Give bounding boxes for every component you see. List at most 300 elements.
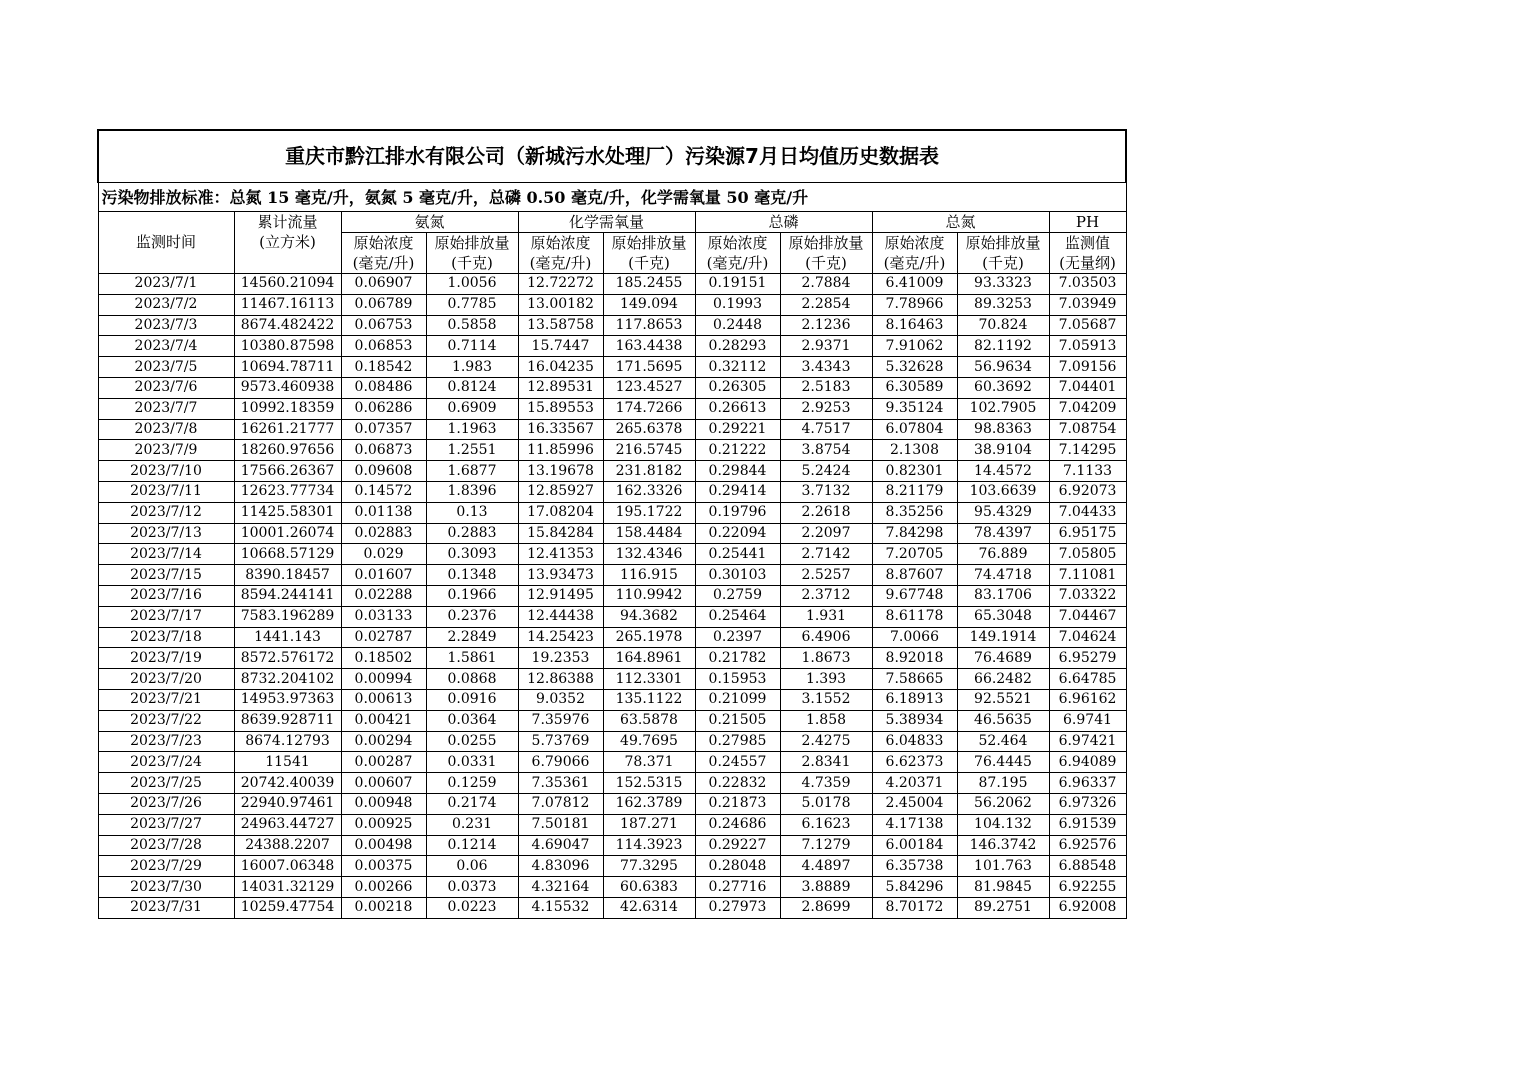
header-tn-conc: 原始浓度 — [872, 233, 957, 254]
cell-tp-conc: 0.30103 — [695, 565, 780, 586]
cell-ammonia-conc: 0.06873 — [341, 440, 426, 461]
cell-tn-conc: 7.20705 — [872, 544, 957, 565]
cell-ammonia-emis: 0.0223 — [426, 897, 518, 918]
cell-cod-emis: 123.4527 — [603, 377, 695, 398]
cell-cod-conc: 4.32164 — [518, 877, 603, 898]
cell-tp-conc: 0.29414 — [695, 481, 780, 502]
cell-tp-emis: 5.0178 — [780, 793, 872, 814]
cell-flow: 7583.196289 — [234, 606, 341, 627]
table-row — [98, 877, 1126, 898]
cell-ph: 6.95279 — [1049, 648, 1126, 669]
cell-tp-emis: 2.8699 — [780, 897, 872, 918]
cell-date: 2023/7/7 — [98, 398, 234, 419]
cell-tn-conc: 8.61178 — [872, 606, 957, 627]
cell-ammonia-emis: 0.0373 — [426, 877, 518, 898]
cell-ammonia-conc: 0.00375 — [341, 856, 426, 877]
cell-tp-conc: 0.2397 — [695, 627, 780, 648]
cell-flow: 20742.40039 — [234, 773, 341, 794]
cell-flow: 8674.482422 — [234, 315, 341, 336]
discharge-standard: 污染物排放标准：总氮 15 毫克/升，氨氮 5 毫克/升，总磷 0.50 毫克/升，化学需氧量 50 毫克/升 — [98, 183, 1126, 212]
cell-date: 2023/7/20 — [98, 669, 234, 690]
cell-ammonia-emis: 0.2174 — [426, 793, 518, 814]
cell-tn-emis: 82.1192 — [957, 336, 1049, 357]
table-row — [98, 481, 1126, 502]
table-row — [98, 565, 1126, 586]
cell-tp-conc: 0.21099 — [695, 689, 780, 710]
cell-cod-emis: 149.094 — [603, 294, 695, 315]
cell-tn-emis: 38.9104 — [957, 440, 1049, 461]
cell-ph: 7.05805 — [1049, 544, 1126, 565]
header-cod: 化学需氧量 — [518, 212, 695, 233]
cell-tp-conc: 0.32112 — [695, 357, 780, 378]
cell-tn-conc: 0.82301 — [872, 461, 957, 482]
cell-ammonia-emis: 0.0916 — [426, 689, 518, 710]
cell-ammonia-conc: 0.06286 — [341, 398, 426, 419]
table-row — [98, 773, 1126, 794]
cell-ph: 6.88548 — [1049, 856, 1126, 877]
cell-ph: 7.04209 — [1049, 398, 1126, 419]
cell-cod-conc: 12.86388 — [518, 669, 603, 690]
cell-ammonia-conc: 0.06907 — [341, 274, 426, 295]
cell-tn-conc: 5.38934 — [872, 710, 957, 731]
cell-cod-conc: 5.73769 — [518, 731, 603, 752]
cell-cod-emis: 158.4484 — [603, 523, 695, 544]
cell-cod-emis: 152.5315 — [603, 773, 695, 794]
cell-cod-conc: 15.84284 — [518, 523, 603, 544]
cell-date: 2023/7/23 — [98, 731, 234, 752]
cell-ammonia-conc: 0.02288 — [341, 585, 426, 606]
header-tp-conc-unit: (毫克/升) — [695, 253, 780, 274]
table-row — [98, 315, 1126, 336]
table-row — [98, 440, 1126, 461]
cell-cod-conc: 7.35361 — [518, 773, 603, 794]
cell-tn-conc: 9.35124 — [872, 398, 957, 419]
cell-tn-conc: 4.20371 — [872, 773, 957, 794]
header-time-blank — [98, 212, 234, 233]
cell-tn-conc: 8.92018 — [872, 648, 957, 669]
cell-tp-conc: 0.29844 — [695, 461, 780, 482]
table-row — [98, 502, 1126, 523]
cell-cod-conc: 16.33567 — [518, 419, 603, 440]
cell-tn-conc: 6.04833 — [872, 731, 957, 752]
cell-ammonia-emis: 0.2883 — [426, 523, 518, 544]
cell-ph: 7.05687 — [1049, 315, 1126, 336]
cell-tn-emis: 78.4397 — [957, 523, 1049, 544]
cell-ammonia-conc: 0.00994 — [341, 669, 426, 690]
cell-flow: 12623.77734 — [234, 481, 341, 502]
cell-tn-emis: 104.132 — [957, 814, 1049, 835]
cell-ph: 7.08754 — [1049, 419, 1126, 440]
cell-ammonia-emis: 0.8124 — [426, 377, 518, 398]
cell-cod-emis: 163.4438 — [603, 336, 695, 357]
cell-cod-conc: 12.41353 — [518, 544, 603, 565]
cell-date: 2023/7/28 — [98, 835, 234, 856]
cell-flow: 8732.204102 — [234, 669, 341, 690]
cell-tp-emis: 3.7132 — [780, 481, 872, 502]
cell-tp-emis: 2.9371 — [780, 336, 872, 357]
table-row — [98, 377, 1126, 398]
title-row — [98, 130, 1126, 183]
cell-tn-conc: 8.70172 — [872, 897, 957, 918]
cell-tp-emis: 5.2424 — [780, 461, 872, 482]
cell-flow: 14560.21094 — [234, 274, 341, 295]
cell-cod-conc: 12.44438 — [518, 606, 603, 627]
cell-ammonia-emis: 0.0331 — [426, 752, 518, 773]
header-ammonia: 氨氮 — [341, 212, 518, 233]
cell-cod-conc: 12.72272 — [518, 274, 603, 295]
cell-ammonia-emis: 0.3093 — [426, 544, 518, 565]
cell-tp-conc: 0.29227 — [695, 835, 780, 856]
cell-ammonia-emis: 0.1966 — [426, 585, 518, 606]
cell-flow: 14953.97363 — [234, 689, 341, 710]
header-row-3 — [98, 253, 1126, 274]
cell-tn-emis: 76.889 — [957, 544, 1049, 565]
sheet-body — [98, 130, 1126, 918]
header-ammonia-conc: 原始浓度 — [341, 233, 426, 254]
table-row — [98, 419, 1126, 440]
cell-cod-conc: 13.93473 — [518, 565, 603, 586]
cell-flow: 24963.44727 — [234, 814, 341, 835]
cell-tn-conc: 6.62373 — [872, 752, 957, 773]
table-row — [98, 648, 1126, 669]
cell-cod-emis: 164.8961 — [603, 648, 695, 669]
cell-cod-conc: 11.85996 — [518, 440, 603, 461]
cell-date: 2023/7/29 — [98, 856, 234, 877]
cell-ammonia-conc: 0.00613 — [341, 689, 426, 710]
cell-tp-emis: 1.931 — [780, 606, 872, 627]
cell-tp-conc: 0.1993 — [695, 294, 780, 315]
table-row — [98, 274, 1126, 295]
cell-tp-emis: 3.1552 — [780, 689, 872, 710]
cell-tp-emis: 2.3712 — [780, 585, 872, 606]
cell-tn-conc: 9.67748 — [872, 585, 957, 606]
cell-tp-emis: 2.7142 — [780, 544, 872, 565]
cell-ammonia-emis: 0.06 — [426, 856, 518, 877]
header-tp-conc: 原始浓度 — [695, 233, 780, 254]
cell-flow: 8572.576172 — [234, 648, 341, 669]
header-ph-value: 监测值 — [1049, 233, 1126, 254]
cell-ammonia-conc: 0.00498 — [341, 835, 426, 856]
header-ph: PH — [1049, 212, 1126, 233]
cell-flow: 24388.2207 — [234, 835, 341, 856]
cell-cod-emis: 195.1722 — [603, 502, 695, 523]
cell-ammonia-conc: 0.06853 — [341, 336, 426, 357]
cell-tn-conc: 7.84298 — [872, 523, 957, 544]
table-row — [98, 835, 1126, 856]
cell-tn-emis: 56.9634 — [957, 357, 1049, 378]
header-row-2 — [98, 233, 1126, 254]
cell-tp-conc: 0.26305 — [695, 377, 780, 398]
cell-flow: 16007.06348 — [234, 856, 341, 877]
cell-tp-emis: 7.1279 — [780, 835, 872, 856]
cell-cod-emis: 132.4346 — [603, 544, 695, 565]
cell-ammonia-emis: 1.983 — [426, 357, 518, 378]
cell-tn-conc: 8.16463 — [872, 315, 957, 336]
cell-ammonia-conc: 0.01607 — [341, 565, 426, 586]
cell-ph: 6.95175 — [1049, 523, 1126, 544]
cell-tn-conc: 6.35738 — [872, 856, 957, 877]
cell-ammonia-conc: 0.08486 — [341, 377, 426, 398]
header-tn: 总氮 — [872, 212, 1049, 233]
table-row — [98, 461, 1126, 482]
table-row — [98, 523, 1126, 544]
cell-cod-conc: 7.50181 — [518, 814, 603, 835]
cell-ph: 6.94089 — [1049, 752, 1126, 773]
cell-flow: 10259.47754 — [234, 897, 341, 918]
cell-ammonia-emis: 0.13 — [426, 502, 518, 523]
cell-cod-conc: 13.00182 — [518, 294, 603, 315]
cell-tp-conc: 0.21873 — [695, 793, 780, 814]
cell-date: 2023/7/27 — [98, 814, 234, 835]
cell-cod-conc: 16.04235 — [518, 357, 603, 378]
cell-ammonia-conc: 0.18502 — [341, 648, 426, 669]
cell-ph: 6.91539 — [1049, 814, 1126, 835]
cell-tp-emis: 3.4343 — [780, 357, 872, 378]
cell-tn-conc: 4.17138 — [872, 814, 957, 835]
cell-date: 2023/7/18 — [98, 627, 234, 648]
cell-date: 2023/7/13 — [98, 523, 234, 544]
cell-cod-emis: 162.3326 — [603, 481, 695, 502]
cell-tp-conc: 0.24557 — [695, 752, 780, 773]
header-cod-emis: 原始排放量 — [603, 233, 695, 254]
cell-flow: 8639.928711 — [234, 710, 341, 731]
cell-tp-emis: 1.393 — [780, 669, 872, 690]
header-cod-emis-unit: (千克) — [603, 253, 695, 274]
cell-flow: 11541 — [234, 752, 341, 773]
cell-cod-emis: 117.8653 — [603, 315, 695, 336]
cell-flow: 14031.32129 — [234, 877, 341, 898]
cell-ammonia-emis: 0.0868 — [426, 669, 518, 690]
cell-ammonia-emis: 1.6877 — [426, 461, 518, 482]
cell-cod-conc: 19.2353 — [518, 648, 603, 669]
cell-tp-conc: 0.22094 — [695, 523, 780, 544]
cell-tn-emis: 66.2482 — [957, 669, 1049, 690]
cell-flow: 18260.97656 — [234, 440, 341, 461]
cell-date: 2023/7/1 — [98, 274, 234, 295]
cell-tn-emis: 46.5635 — [957, 710, 1049, 731]
header-tp-emis-unit: (千克) — [780, 253, 872, 274]
cell-tn-conc: 6.30589 — [872, 377, 957, 398]
cell-flow: 11467.16113 — [234, 294, 341, 315]
cell-flow: 10380.87598 — [234, 336, 341, 357]
cell-cod-conc: 13.58758 — [518, 315, 603, 336]
cell-ammonia-conc: 0.00218 — [341, 897, 426, 918]
cell-tp-conc: 0.2759 — [695, 585, 780, 606]
sheet-title: 重庆市黔江排水有限公司（新城污水处理厂）污染源7月日均值历史数据表 — [98, 130, 1126, 183]
cell-tp-conc: 0.21782 — [695, 648, 780, 669]
cell-tp-conc: 0.27973 — [695, 897, 780, 918]
table-row — [98, 814, 1126, 835]
cell-ammonia-conc: 0.00421 — [341, 710, 426, 731]
cell-tn-emis: 65.3048 — [957, 606, 1049, 627]
cell-ammonia-conc: 0.00294 — [341, 731, 426, 752]
cell-cod-emis: 77.3295 — [603, 856, 695, 877]
cell-tn-emis: 103.6639 — [957, 481, 1049, 502]
cell-tn-conc: 6.18913 — [872, 689, 957, 710]
cell-tp-conc: 0.25441 — [695, 544, 780, 565]
cell-date: 2023/7/3 — [98, 315, 234, 336]
cell-date: 2023/7/12 — [98, 502, 234, 523]
cell-date: 2023/7/22 — [98, 710, 234, 731]
cell-cod-emis: 94.3682 — [603, 606, 695, 627]
cell-tn-emis: 92.5521 — [957, 689, 1049, 710]
header-flow-line2: (立方米) — [234, 233, 341, 254]
header-ammonia-emis-unit: (千克) — [426, 253, 518, 274]
cell-tn-emis: 81.9845 — [957, 877, 1049, 898]
cell-tn-conc: 7.0066 — [872, 627, 957, 648]
cell-ph: 7.04467 — [1049, 606, 1126, 627]
cell-ph: 7.14295 — [1049, 440, 1126, 461]
cell-date: 2023/7/30 — [98, 877, 234, 898]
cell-ph: 7.04433 — [1049, 502, 1126, 523]
cell-tn-conc: 8.35256 — [872, 502, 957, 523]
cell-cod-emis: 49.7695 — [603, 731, 695, 752]
cell-tn-emis: 52.464 — [957, 731, 1049, 752]
cell-tp-emis: 2.4275 — [780, 731, 872, 752]
header-time-blank-bottom — [98, 253, 234, 274]
cell-ammonia-conc: 0.02883 — [341, 523, 426, 544]
cell-tp-conc: 0.24686 — [695, 814, 780, 835]
cell-tp-emis: 6.4906 — [780, 627, 872, 648]
cell-ph: 6.9741 — [1049, 710, 1126, 731]
cell-tn-emis: 93.3323 — [957, 274, 1049, 295]
cell-tn-conc: 5.32628 — [872, 357, 957, 378]
cell-tp-conc: 0.2448 — [695, 315, 780, 336]
cell-tp-emis: 2.7884 — [780, 274, 872, 295]
cell-flow: 10992.18359 — [234, 398, 341, 419]
header-row-1 — [98, 212, 1126, 233]
cell-ammonia-emis: 1.8396 — [426, 481, 518, 502]
cell-tp-conc: 0.15953 — [695, 669, 780, 690]
cell-tn-emis: 60.3692 — [957, 377, 1049, 398]
cell-tp-conc: 0.27985 — [695, 731, 780, 752]
cell-ph: 6.64785 — [1049, 669, 1126, 690]
cell-tp-emis: 2.1236 — [780, 315, 872, 336]
table-row — [98, 294, 1126, 315]
cell-date: 2023/7/14 — [98, 544, 234, 565]
cell-ammonia-emis: 1.5861 — [426, 648, 518, 669]
header-tp-emis: 原始排放量 — [780, 233, 872, 254]
cell-tn-emis: 89.3253 — [957, 294, 1049, 315]
header-ph-unit: (无量纲) — [1049, 253, 1126, 274]
cell-flow: 1441.143 — [234, 627, 341, 648]
cell-tp-conc: 0.26613 — [695, 398, 780, 419]
cell-flow: 8390.18457 — [234, 565, 341, 586]
cell-date: 2023/7/17 — [98, 606, 234, 627]
cell-cod-conc: 7.07812 — [518, 793, 603, 814]
cell-cod-emis: 110.9942 — [603, 585, 695, 606]
cell-cod-emis: 114.3923 — [603, 835, 695, 856]
cell-ammonia-conc: 0.029 — [341, 544, 426, 565]
cell-date: 2023/7/11 — [98, 481, 234, 502]
cell-tp-emis: 1.858 — [780, 710, 872, 731]
cell-cod-emis: 112.3301 — [603, 669, 695, 690]
cell-ammonia-emis: 1.2551 — [426, 440, 518, 461]
cell-ph: 6.92576 — [1049, 835, 1126, 856]
cell-ammonia-emis: 0.2376 — [426, 606, 518, 627]
cell-cod-emis: 265.6378 — [603, 419, 695, 440]
table-row — [98, 793, 1126, 814]
header-flow-line1: 累计流量 — [234, 212, 341, 233]
cell-tp-conc: 0.28048 — [695, 856, 780, 877]
cell-cod-emis: 60.6383 — [603, 877, 695, 898]
table-row — [98, 669, 1126, 690]
cell-tn-conc: 5.84296 — [872, 877, 957, 898]
cell-date: 2023/7/10 — [98, 461, 234, 482]
cell-tp-emis: 6.1623 — [780, 814, 872, 835]
cell-date: 2023/7/26 — [98, 793, 234, 814]
cell-ammonia-emis: 0.1259 — [426, 773, 518, 794]
cell-flow: 8594.244141 — [234, 585, 341, 606]
cell-cod-conc: 4.83096 — [518, 856, 603, 877]
cell-ammonia-conc: 0.00948 — [341, 793, 426, 814]
cell-ammonia-emis: 0.0364 — [426, 710, 518, 731]
cell-tn-emis: 14.4572 — [957, 461, 1049, 482]
header-ammonia-emis: 原始排放量 — [426, 233, 518, 254]
cell-date: 2023/7/5 — [98, 357, 234, 378]
cell-ph: 6.92008 — [1049, 897, 1126, 918]
cell-tp-emis: 2.2618 — [780, 502, 872, 523]
cell-tp-conc: 0.29221 — [695, 419, 780, 440]
cell-cod-conc: 12.85927 — [518, 481, 603, 502]
table-row — [98, 357, 1126, 378]
cell-tn-emis: 76.4689 — [957, 648, 1049, 669]
cell-ph: 6.96162 — [1049, 689, 1126, 710]
cell-cod-conc: 13.19678 — [518, 461, 603, 482]
cell-tn-emis: 101.763 — [957, 856, 1049, 877]
cell-ammonia-emis: 0.1348 — [426, 565, 518, 586]
cell-cod-conc: 9.0352 — [518, 689, 603, 710]
cell-cod-emis: 162.3789 — [603, 793, 695, 814]
cell-date: 2023/7/21 — [98, 689, 234, 710]
cell-tn-conc: 7.78966 — [872, 294, 957, 315]
cell-tn-conc: 8.87607 — [872, 565, 957, 586]
cell-tn-emis: 70.824 — [957, 315, 1049, 336]
header-time: 监测时间 — [98, 233, 234, 254]
cell-tp-emis: 2.5257 — [780, 565, 872, 586]
cell-cod-emis: 63.5878 — [603, 710, 695, 731]
cell-tp-emis: 4.7359 — [780, 773, 872, 794]
cell-ammonia-conc: 0.03133 — [341, 606, 426, 627]
cell-flow: 22940.97461 — [234, 793, 341, 814]
cell-tp-conc: 0.27716 — [695, 877, 780, 898]
cell-ammonia-emis: 0.5858 — [426, 315, 518, 336]
cell-flow: 17566.26367 — [234, 461, 341, 482]
cell-date: 2023/7/24 — [98, 752, 234, 773]
cell-cod-conc: 7.35976 — [518, 710, 603, 731]
table-row — [98, 585, 1126, 606]
cell-ph: 6.92073 — [1049, 481, 1126, 502]
table-row — [98, 897, 1126, 918]
cell-tp-emis: 4.4897 — [780, 856, 872, 877]
cell-ph: 7.05913 — [1049, 336, 1126, 357]
cell-tn-conc: 2.45004 — [872, 793, 957, 814]
cell-tp-emis: 2.5183 — [780, 377, 872, 398]
cell-date: 2023/7/8 — [98, 419, 234, 440]
cell-date: 2023/7/16 — [98, 585, 234, 606]
cell-tp-emis: 4.7517 — [780, 419, 872, 440]
table-row — [98, 544, 1126, 565]
table-row — [98, 689, 1126, 710]
cell-ph: 7.04401 — [1049, 377, 1126, 398]
table-row — [98, 710, 1126, 731]
cell-tn-conc: 2.1308 — [872, 440, 957, 461]
cell-tp-emis: 3.8754 — [780, 440, 872, 461]
cell-tp-conc: 0.19151 — [695, 274, 780, 295]
cell-tp-conc: 0.19796 — [695, 502, 780, 523]
cell-ammonia-conc: 0.00266 — [341, 877, 426, 898]
header-ammonia-conc-unit: (毫克/升) — [341, 253, 426, 274]
